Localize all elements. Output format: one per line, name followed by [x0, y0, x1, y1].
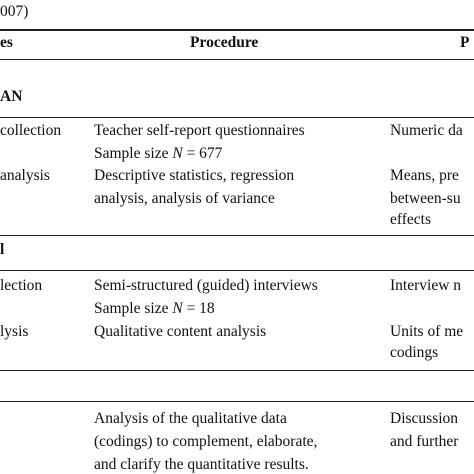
procedure-line: Semi-structured (guided) interviews [94, 277, 318, 294]
procedure-line: Descriptive statistics, regression [94, 167, 295, 184]
product-cell: between-su [390, 190, 461, 207]
header-product: P [460, 34, 470, 51]
section-label: AN [0, 88, 23, 105]
top-rule [0, 29, 474, 31]
header-procedure: Procedure [190, 34, 259, 51]
section-rule [0, 401, 474, 402]
product-cell: codings [390, 344, 439, 361]
section-rule [0, 117, 474, 118]
section-rule [0, 370, 474, 371]
procedure-line: Qualitative content analysis [94, 323, 267, 340]
procedure-line: Analysis of the qualitative data [94, 410, 287, 427]
table-caption: 007) [0, 3, 29, 20]
product-cell: Discussion [390, 410, 459, 427]
step-cell: lection [0, 277, 43, 294]
product-cell: Interview n [390, 277, 462, 294]
procedure-line: and clarify the quantitative results. [94, 456, 309, 473]
section-rule [0, 270, 474, 271]
step-cell: analysis [0, 167, 50, 184]
header-rule [0, 59, 474, 60]
product-cell: and further [390, 433, 459, 450]
product-cell: Means, pre [390, 167, 459, 184]
header-steps: es [0, 34, 13, 51]
product-cell: effects [390, 211, 432, 228]
sample-size: Sample size N = 677 [94, 145, 223, 162]
product-cell: Numeric da [390, 122, 463, 139]
section-rule [0, 235, 474, 236]
step-cell: lysis [0, 323, 29, 340]
product-cell: Units of me [390, 323, 464, 340]
section-label: l [0, 241, 5, 258]
step-cell: collection [0, 122, 62, 139]
procedure-line: (codings) to complement, elaborate, [94, 433, 318, 450]
procedure-line: Teacher self-report questionnaires [94, 122, 305, 139]
sample-size: Sample size N = 18 [94, 300, 215, 317]
procedure-line: analysis, analysis of variance [94, 190, 275, 207]
